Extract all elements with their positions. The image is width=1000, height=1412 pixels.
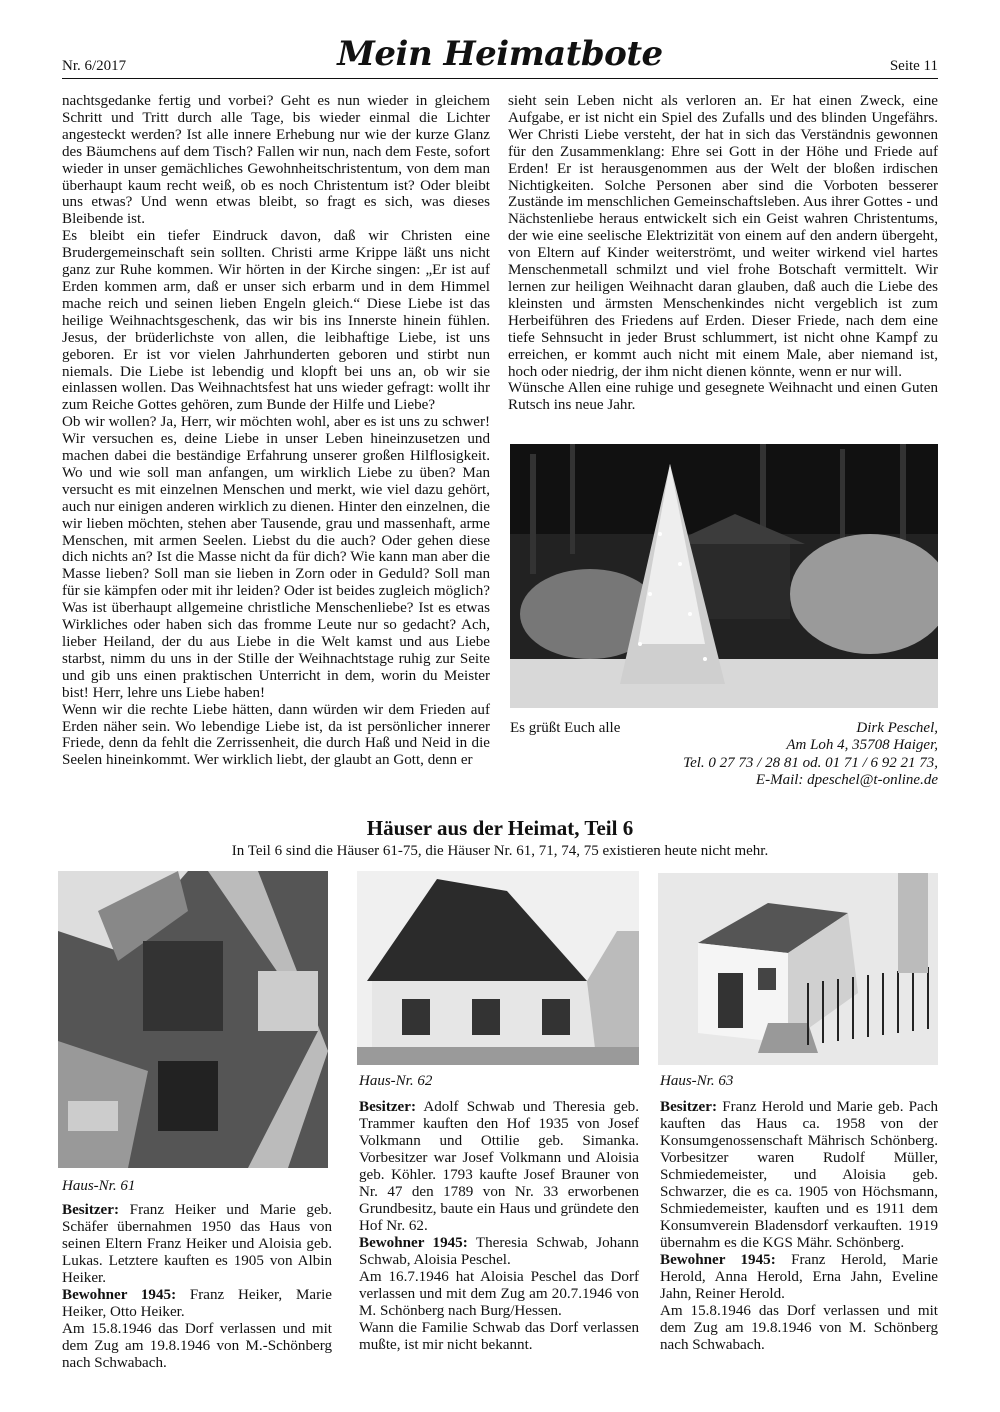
owner-paragraph <box>62 1202 332 1287</box>
residents-paragraph <box>62 1287 332 1321</box>
residents-label: Bewohner 1945: <box>359 1235 468 1251</box>
christmas-tree-photo <box>510 444 938 708</box>
signature-block <box>640 720 938 790</box>
signature-email: E-Mail: dpeschel@t-online.de <box>755 772 938 789</box>
article-right-column <box>508 93 938 414</box>
residents-label: Bewohner 1945: <box>660 1252 776 1268</box>
owner-label: Besitzer: <box>359 1099 416 1115</box>
section-subtitle: In Teil 6 sind die Häuser 61-75, die Häuser Nr. 61, 71, 74, 75 existieren heute nicht mehr. <box>231 843 769 859</box>
signature-address: Am Loh 4, 35708 Haiger, <box>786 737 938 754</box>
owner-text: Franz Herold und Marie geb. Pach kauften das Haus ca. 1958 von der Konsumgenossenschaft Mährisch Schönberg. Vorbesitzer waren Rudolf Müller, Schmiedemeister, und Aloisia geb. Schwarzer, die es ca. 1905 von Höchsmann, Schmiedemeister, kauften und es 1911 dem Konsumverein Bladensdorf verkauften. 1919 übernahm es die KGS Mähr. Schönberg. <box>660 1099 938 1251</box>
signature-phone: Tel. 0 27 73 / 28 81 od. 01 71 / 6 92 21 73, <box>683 754 938 771</box>
house-62-caption: Haus-Nr. 62 <box>359 1073 433 1089</box>
section-title: Häuser aus der Heimat, Teil 6 <box>366 816 634 840</box>
masthead-logo: Mein Heimatbote <box>337 34 663 74</box>
paragraph: Am 15.8.1946 das Dorf verlassen und mit dem Zug am 19.8.1946 von M. Schönberg nach Schwabach. <box>660 1303 938 1353</box>
paragraph: Wenn wir die rechte Liebe hätten, dann würden wir dem Frieden auf Erden näher sein. Wo lebendige Liebe ist, da ist persönlicher innerer Friede, denn da fehlt die Zerrissenheit, die durch Haß und Neid in die Seelen hineinkommt. Wer wirklich liebt, der glaubt an Gott, denn er <box>62 701 490 769</box>
paragraph: Am 16.7.1946 hat Aloisia Peschel das Dorf verlassen und mit dem Zug am 20.7.1946 von M. Schönberg nach Burg/Hessen. <box>359 1269 639 1319</box>
paragraph: nachtsgedanke fertig und vorbei? Geht es nun wieder in gleichem Schritt und Tritt durch alle Tage, bis wieder einmal die Lichter angesteckt werden? Ist alle innere Erhebung nur wie der kurze Glanz des Bäumchens auf dem Tisch? Fallen wir nun, nach dem Feste, sofort wieder in unser gemächliches Gewohnheitschristentum, von dem man überhaupt kaum recht weiß, ob es noch Christentum ist? Oder bleibt uns etwas? Und wenn etwas bleibt, so fragt es sich, was dieses Bleibende ist. <box>62 93 490 228</box>
house-61-caption: Haus-Nr. 61 <box>62 1178 136 1194</box>
article-left-column <box>62 93 490 769</box>
house-63-caption: Haus-Nr. 63 <box>660 1073 734 1089</box>
paragraph: Am 15.8.1946 das Dorf verlassen und mit dem Zug am 19.8.1946 von M.-Schönberg nach Schwabach. <box>62 1321 332 1371</box>
residents-text: Franz Heiker, Marie Heiker, Otto Heiker. <box>62 1287 332 1320</box>
residents-text: Franz Herold, Marie Herold, Anna Herold, Erna Jahn, Eveline Jahn, Reiner Herold. <box>660 1252 938 1302</box>
issue-number: Nr. 6/2017 <box>62 58 127 74</box>
paragraph: sieht sein Leben nicht als verloren an. Er hat einen Zweck, eine Aufgabe, er ist nicht ein Spiel des Zufalls und des blinden Ungefährs. Wer Christi Liebe versteht, der hat in sich das Verständnis gewonnen für den Zusammenklang: Ehre sei Gott in der Höhe und Friede auf Erden! Er ist herausgenommen aus der Welt der bloßen irdischen Nichtigkeiten. Solche Personen aber sind die Vorboten besserer Zustände im menschlichen Gemeinschaftsleben. Aus ihrer Gottes - und Nächstenliebe heraus entwickelt sich ein Geist wahren Christentums, der wie eine seelische Elektrizität von einem auf den andern übergeht, von Eltern auf Kinder weiterströmt, und weiter wirkend viel hartes Menschenmetall schmilzt und viel frohe Botschaft vermittelt. Wir lernen zur heiligen Weihnacht daran glauben, daß auch die Liebe des kleinsten und ärmsten Menschenkindes nicht vergeblich ist zum Herbeiführen des Friedens auf Erden. Dieser Friede, nach dem eine tiefe Sehnsucht in jeder Brust schlummert, ist nicht ohne Kampf zu erreichen, er kommt auch nicht mit einem Male, aber niemand ist, hoch oder niedrig, der ihm nicht dienen könnte, wenn er nur will. <box>508 93 938 380</box>
house-63-photo <box>658 873 938 1065</box>
house-62-photo <box>357 871 639 1065</box>
owner-paragraph <box>660 1099 938 1252</box>
paragraph: Wünsche Allen eine ruhige und gesegnete Weihnacht und einen Guten Rutsch ins neue Jahr. <box>508 380 938 414</box>
residents-paragraph <box>359 1235 639 1269</box>
residents-paragraph <box>660 1252 938 1303</box>
owner-label: Besitzer: <box>62 1202 119 1218</box>
house-61-text <box>62 1202 332 1372</box>
house-62-text <box>359 1099 639 1354</box>
house-63-text <box>660 1099 938 1354</box>
owner-text: Franz Heiker und Marie geb. Schäfer übernahmen 1950 das Haus von seinen Eltern Franz Heiker und Aloisia geb. Lukas. Letztere kauften es 1905 von Albin Heiker. <box>62 1202 332 1286</box>
paragraph: Es bleibt ein tiefer Eindruck davon, daß wir Christen eine Brudergemeinschaft sein sollten. Christi arme Krippe läßt uns nicht ganz zur Ruhe kommen. Wir hörten in der Kirche singen: „Er ist auf Erden kommen arm, daß er unser sich erbarm und in dem Himmel mache reich und seinen lieben Engeln gleich.“ Diese Liebe ist das heilige Weihnachtsgeschenk, das wir bis ins Innerste hinein fühlen. Jesus, der brüderlichste von allen, die leibhaftige Liebe, ist uns geboren. Er ist vor vielen Jahrhunderten geboren und stirbt nun niemals. Die Liebe ist lebendig und klopft bei uns an, ob wir sie einlassen wollen. Das Weihnachtsfest hat uns wieder gefragt: wollt ihr zum Reiche Gottes gehören, zum Bunde der Hilfe und Liebe? <box>62 228 490 414</box>
owner-text: Adolf Schwab und Theresia geb. Trammer kauften den Hof 1935 von Josef Volkmann und Ottilie geb. Simanka. Vorbesitzer war Josef Volkmann und Aloisia geb. Köhler. 1793 kaufte Josef Brauner von Nr. 47 den 1789 von Nr. 33 erworbenen Grundbesitz, baute ein Haus und gründete den Hof Nr. 62. <box>359 1099 639 1234</box>
paragraph: Wann die Familie Schwab das Dorf verlassen mußte, ist mir nicht bekannt. <box>359 1320 639 1353</box>
owner-paragraph <box>359 1099 639 1235</box>
residents-label: Bewohner 1945: <box>62 1287 177 1303</box>
house-61-aerial-photo <box>58 871 328 1168</box>
paragraph: Ob wir wollen? Ja, Herr, wir möchten wohl, aber es ist uns zu schwer! Wir versuchen es, deine Liebe in unser Leben hineinzusetzen und machen dabei die beständige Erfahrung unserer großen Hilflosigkeit. Wo und wie soll man anfangen, um wirklich Liebe zu üben? Man versucht es mit einzelnen Menschen und merkt, wie viel dazu gehört, auch nur einigen anderen wirklich zu dienen. Hinter den einzelnen, die wir lieben möchten, stehen aber Tausende, grau und massenhaft, arme Menschen, mit armen Seelen. Liebst du die auch? Oder gehen diese dich nichts an? Ist die Masse nicht da für dich? Wie kann man aber die Masse lieben? Soll man sie lieben in Zorn oder in Geduld? Soll man für sie kämpfen oder mit ihr leiden? Oder ist beides zugleich möglich? Was ist überhaupt allgemeine christliche Menschenliebe? Ist es etwas Wirkliches oder haben sich das fromme Leute nur so gedacht? Ach, lieber Heiland, der du aus Liebe in die Welt kamst und aus Liebe starbst, nimm du uns in der Stille der Weihnachtstage ruhig zur Seite und gib uns einen praktischen Unterricht in dem, worin du Meister bist! Herr, lehre uns Liebe haben! <box>62 414 490 701</box>
header-rule <box>62 78 938 79</box>
residents-text: Theresia Schwab, Johann Schwab, Aloisia Peschel. <box>359 1235 639 1268</box>
greeting: Es grüßt Euch alle <box>510 720 621 736</box>
owner-label: Besitzer: <box>660 1099 717 1115</box>
page-number: Seite 11 <box>889 58 938 74</box>
signature-name: Dirk Peschel, <box>856 720 938 736</box>
